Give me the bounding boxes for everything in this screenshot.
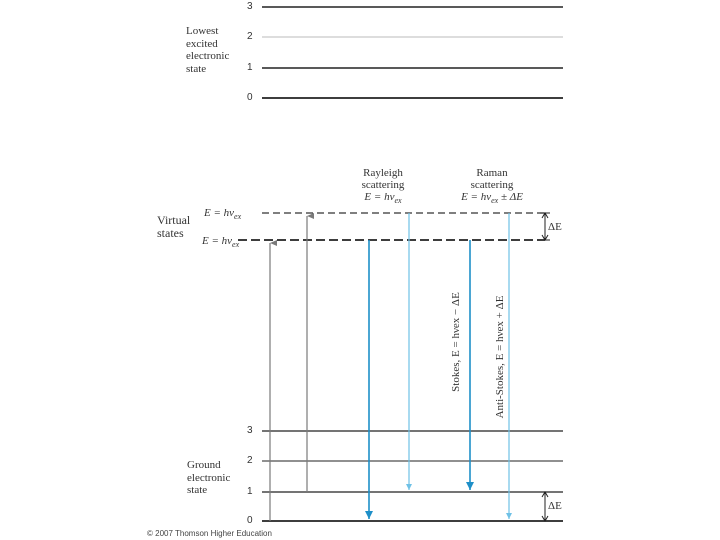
rayleigh-title-line: scattering [361, 179, 405, 191]
delta-e-label-ground: ΔE [548, 500, 562, 512]
virtual-energy-lower [202, 235, 239, 251]
rayleigh-equation [345, 191, 421, 207]
excited-state-label [186, 25, 229, 75]
ground-level-number-3: 3 [247, 425, 253, 436]
virtual-energy-lower-text: E = hν [202, 235, 233, 247]
ground-label-line: Ground [187, 459, 221, 471]
raman-title-line: scattering [470, 179, 514, 191]
rayleigh-equation-sub: ex [394, 196, 402, 206]
raman-heading [440, 167, 544, 207]
excited-level-number-2: 2 [247, 31, 253, 42]
virtual-energy-upper [204, 207, 241, 223]
ground-level-number-2: 2 [247, 455, 253, 466]
virtual-energy-upper-text: E = hν [204, 207, 235, 219]
raman-equation-sub: ex [491, 196, 499, 206]
copyright-notice: © 2007 Thomson Higher Education [147, 529, 272, 538]
excited-level-number-0: 0 [247, 92, 253, 103]
raman-equation [440, 191, 544, 207]
anti-stokes-label: Anti-Stokes, E = hνex + ΔE [494, 295, 506, 419]
rayleigh-title-line: Rayleigh [363, 167, 403, 179]
ground-level-number-0: 0 [247, 515, 253, 526]
virtual-energy-lower-sub: ex [232, 240, 240, 250]
raman-equation-text: E = hν [461, 191, 492, 203]
ground-label-line: state [187, 484, 208, 496]
excited-label-line: state [186, 62, 207, 75]
excited-level-number-1: 1 [247, 62, 253, 73]
virtual-energy-upper-sub: ex [234, 212, 242, 222]
rayleigh-heading [345, 167, 421, 207]
raman-title-line: Raman [476, 167, 508, 179]
excited-level-number-3: 3 [247, 1, 253, 12]
virtual-states-label [157, 214, 190, 240]
stokes-label: Stokes, E = hνex − ΔE [450, 292, 462, 392]
ground-label-line: electronic [187, 471, 231, 484]
excited-label-line: Lowest [186, 25, 219, 37]
virtual-label-line: states [157, 226, 184, 240]
ground-state-label [187, 459, 230, 497]
rayleigh-equation-text: E = hν [364, 191, 395, 203]
raman-equation-tail: ± ΔE [498, 191, 523, 203]
excited-label-line: electronic [186, 50, 230, 62]
delta-e-label-virtual: ΔE [548, 221, 562, 233]
ground-level-number-1: 1 [247, 486, 253, 497]
excited-label-line: excited [186, 37, 218, 50]
virtual-label-line: Virtual [157, 213, 191, 227]
